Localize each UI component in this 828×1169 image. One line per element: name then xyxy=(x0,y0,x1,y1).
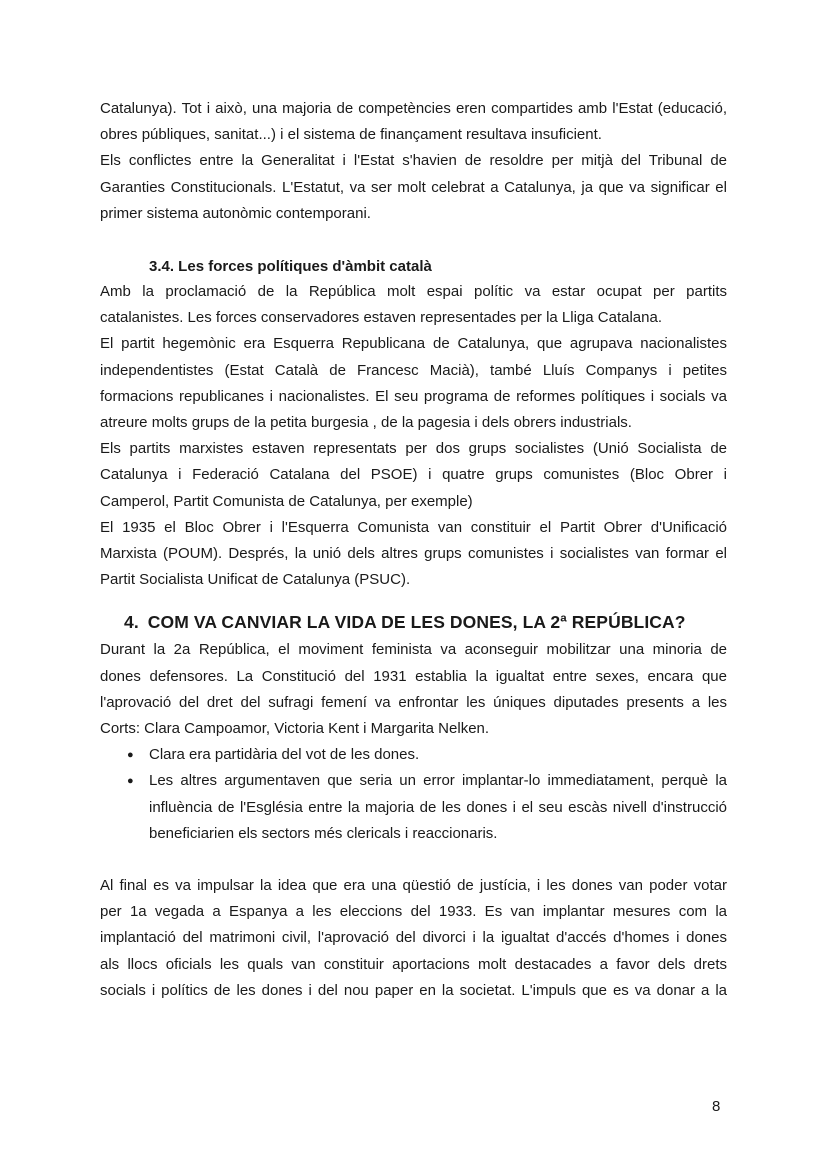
page-number: 8 xyxy=(712,1098,721,1115)
text-line: Marxista (POUM). Després, la unió dels altres grups comunistes i socialistes van formar el xyxy=(100,545,727,563)
text-line: beneficiarien els sectors més clericals i reaccionaris. xyxy=(149,824,498,842)
bullet-list xyxy=(100,742,727,847)
list-item xyxy=(100,742,727,768)
text-line: Al final es va impulsar la idea que era una qüestió de justícia, i les dones van poder votar xyxy=(100,877,727,895)
text-line: als llocs oficials les quals van constituir aportacions molt destacades a favor dels drets xyxy=(100,955,727,973)
text-line: obres públiques, sanitat...) i el sistema de finançament resultava insuficient. xyxy=(100,126,602,144)
text-line: atreure molts grups de la petita burgesia , de la pagesia i dels obrers industrials. xyxy=(100,414,632,432)
text-line: Corts: Clara Campoamor, Victoria Kent i Margarita Nelken. xyxy=(100,720,490,738)
text-line: Els partits marxistes estaven representats per dos grups socialistes (Unió Socialista de xyxy=(100,440,727,458)
text-line: Catalunya). Tot i això, una majoria de competències eren compartides amb l'Estat (educació, xyxy=(100,100,727,117)
text-line: Camperol, Partit Comunista de Catalunya, per exemple) xyxy=(100,492,473,510)
section-title: COM VA CANVIAR LA VIDA DE LES DONES, LA 2ª REPÚBLICA? xyxy=(147,612,686,633)
text-line: catalanistes. Les forces conservadores estaven representades per la Lliga Catalana. xyxy=(100,309,662,327)
text-line: Amb la proclamació de la República molt espai polític va estar ocupat per partits xyxy=(100,283,727,301)
section-number: 4. xyxy=(124,612,139,633)
text-line: Les altres argumentaven que seria un error implantar-lo immediatament, perquè la xyxy=(149,772,727,790)
text-line: Garanties Constitucionals. L'Estatut, va ser molt celebrat a Catalunya, ja que va significar el xyxy=(100,178,727,196)
subsection-paragraph-1 xyxy=(100,279,727,331)
text-line: Els conflictes entre la Generalitat i l'Estat s'havien de resoldre per mitjà del Tribunal de xyxy=(100,152,727,170)
list-item xyxy=(100,768,727,847)
text-line: socials i polítics de les dones i del nou paper en la societat. L'impuls que es va donar a la xyxy=(100,981,727,999)
intro-paragraph-2 xyxy=(100,148,727,227)
intro-paragraph-1 xyxy=(100,96,727,148)
text-line: El partit hegemònic era Esquerra Republicana de Catalunya, que agrupava nacionalistes xyxy=(100,335,727,353)
text-line: Durant la 2a República, el moviment feminista va aconseguir mobilitzar una minoria de xyxy=(100,641,727,659)
subsection-paragraph-2 xyxy=(100,331,727,436)
text-line: independentistes (Estat Català de Francesc Macià), també Lluís Companys i petites xyxy=(100,361,727,379)
subsection-paragraph-3 xyxy=(100,436,727,515)
section-intro-paragraph xyxy=(100,637,727,742)
bullet-icon: ● xyxy=(127,775,134,788)
text-line: per 1a vegada a Espanya a les eleccions del 1933. Es van implantar mesures com la xyxy=(100,903,727,921)
text-line: implantació del matrimoni civil, l'aprovació del divorci i la igualtat d'accés d'homes i dones xyxy=(100,929,727,947)
text-line: l'aprovació del dret del sufragi femení va enfrontar les úniques diputades presents a les xyxy=(100,693,727,711)
text-line: primer sistema autonòmic contemporani. xyxy=(100,204,371,222)
text-line: Partit Socialista Unificat de Catalunya (PSUC). xyxy=(100,571,411,589)
text-line: Catalunya i Federació Catalana del PSOE) i quatre grups comunistes (Bloc Obrer i xyxy=(100,466,727,484)
bullet-icon: ● xyxy=(127,749,134,762)
subsection-paragraph-4 xyxy=(100,515,727,594)
text-line: Clara era partidària del vot de les dones. xyxy=(149,746,420,764)
closing-paragraph xyxy=(100,873,727,1004)
text-line: formacions republicanes i nacionalistes. El seu programa de reformes polítiques i socials va xyxy=(100,387,727,405)
subsection-heading: 3.4. Les forces polítiques d'àmbit català xyxy=(149,258,432,276)
section-heading xyxy=(124,607,727,637)
document-page xyxy=(100,96,727,1004)
text-line: dones defensores. La Constitució del 1931 establia la igualtat entre sexes, encara que xyxy=(100,667,727,685)
text-line: influència de l'Església entre la majoria de les dones i el seu escàs nivell d'instrucció xyxy=(149,798,727,816)
text-line: El 1935 el Bloc Obrer i l'Esquerra Comunista van constituir el Partit Obrer d'Unificació xyxy=(100,518,727,536)
